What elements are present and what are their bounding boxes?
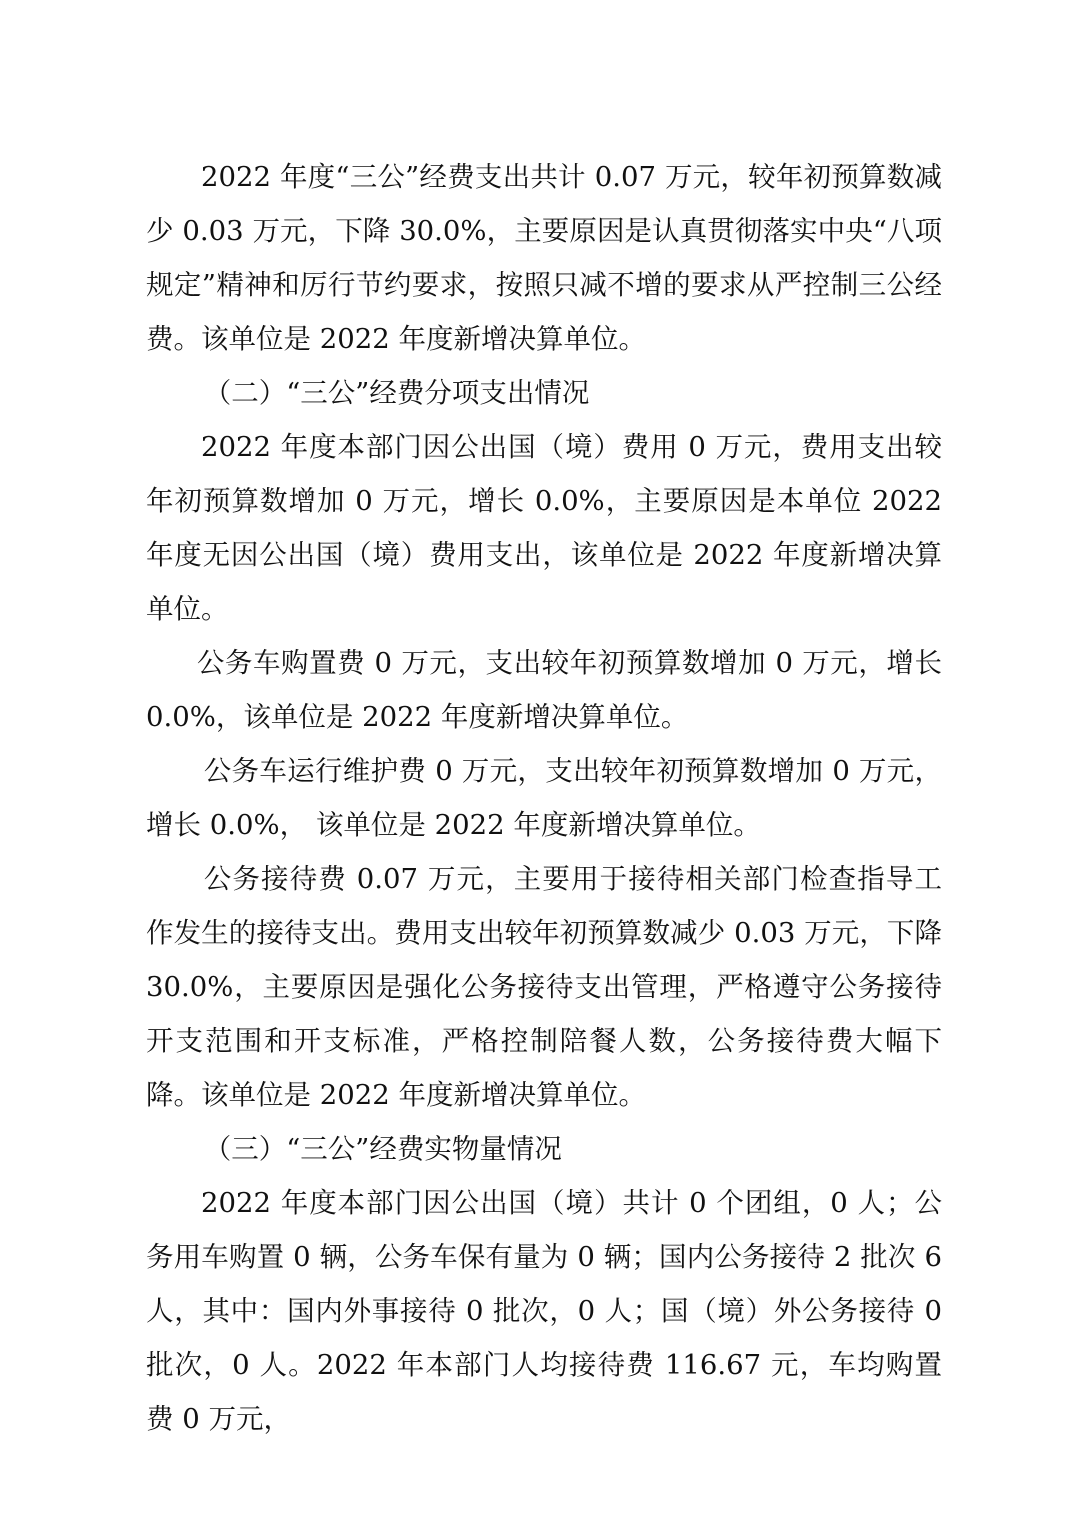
section-heading-itemized: （二）“三公”经费分项支出情况 — [203, 377, 590, 409]
paragraph-total-expenditure: 2022 年度“三公”经费支出共计 0.07 万元，较年初预算数减少 0.03 万元，下降 30.0%，主要原因是认真贯彻落实中央“八项规定”精神和厉行节约要求，按照只减不增的要求从严控制三公经费。该单位是 2022 年度新增决算单位。 — [146, 161, 942, 355]
paragraph-physical-quantity: 2022 年度本部门因公出国（境）共计 0 个团组，0 人；公务用车购置 0 辆，公务车保有量为 0 辆；国内公务接待 2 批次 6 人，其中：国内外事接待 0 批次，0 人；国（境）外公务接待 0 批次，0 人。2022 年本部门人均接待费 116.67 元，车均购置费 0 万元， — [146, 1187, 942, 1435]
paragraph-vehicle-maintenance: 公务车运行维护费 0 万元，支出较年初预算数增加 0 万元，增长 0.0%， 该单位是 2022 年度新增决算单位。 — [146, 755, 942, 841]
paragraph-vehicle-purchase: 公务车购置费 0 万元，支出较年初预算数增加 0 万元，增长 0.0%，该单位是 2022 年度新增决算单位。 — [146, 647, 942, 733]
section-heading-physical-quantity: （三）“三公”经费实物量情况 — [203, 1133, 562, 1165]
paragraph-reception: 公务接待费 0.07 万元，主要用于接待相关部门检查指导工作发生的接待支出。费用支出较年初预算数减少 0.03 万元，下降 30.0%，主要原因是强化公务接待支出管理，严格遵守公务接待开支范围和开支标准，严格控制陪餐人数，公务接待费大幅下降。该单位是 2022 年度新增决算单位。 — [146, 863, 942, 1111]
document-page — [146, 150, 942, 1446]
paragraph-overseas-travel: 2022 年度本部门因公出国（境）费用 0 万元，费用支出较年初预算数增加 0 万元，增长 0.0%，主要原因是本单位 2022 年度无因公出国（境）费用支出，该单位是 2022 年度新增决算单位。 — [146, 431, 942, 625]
